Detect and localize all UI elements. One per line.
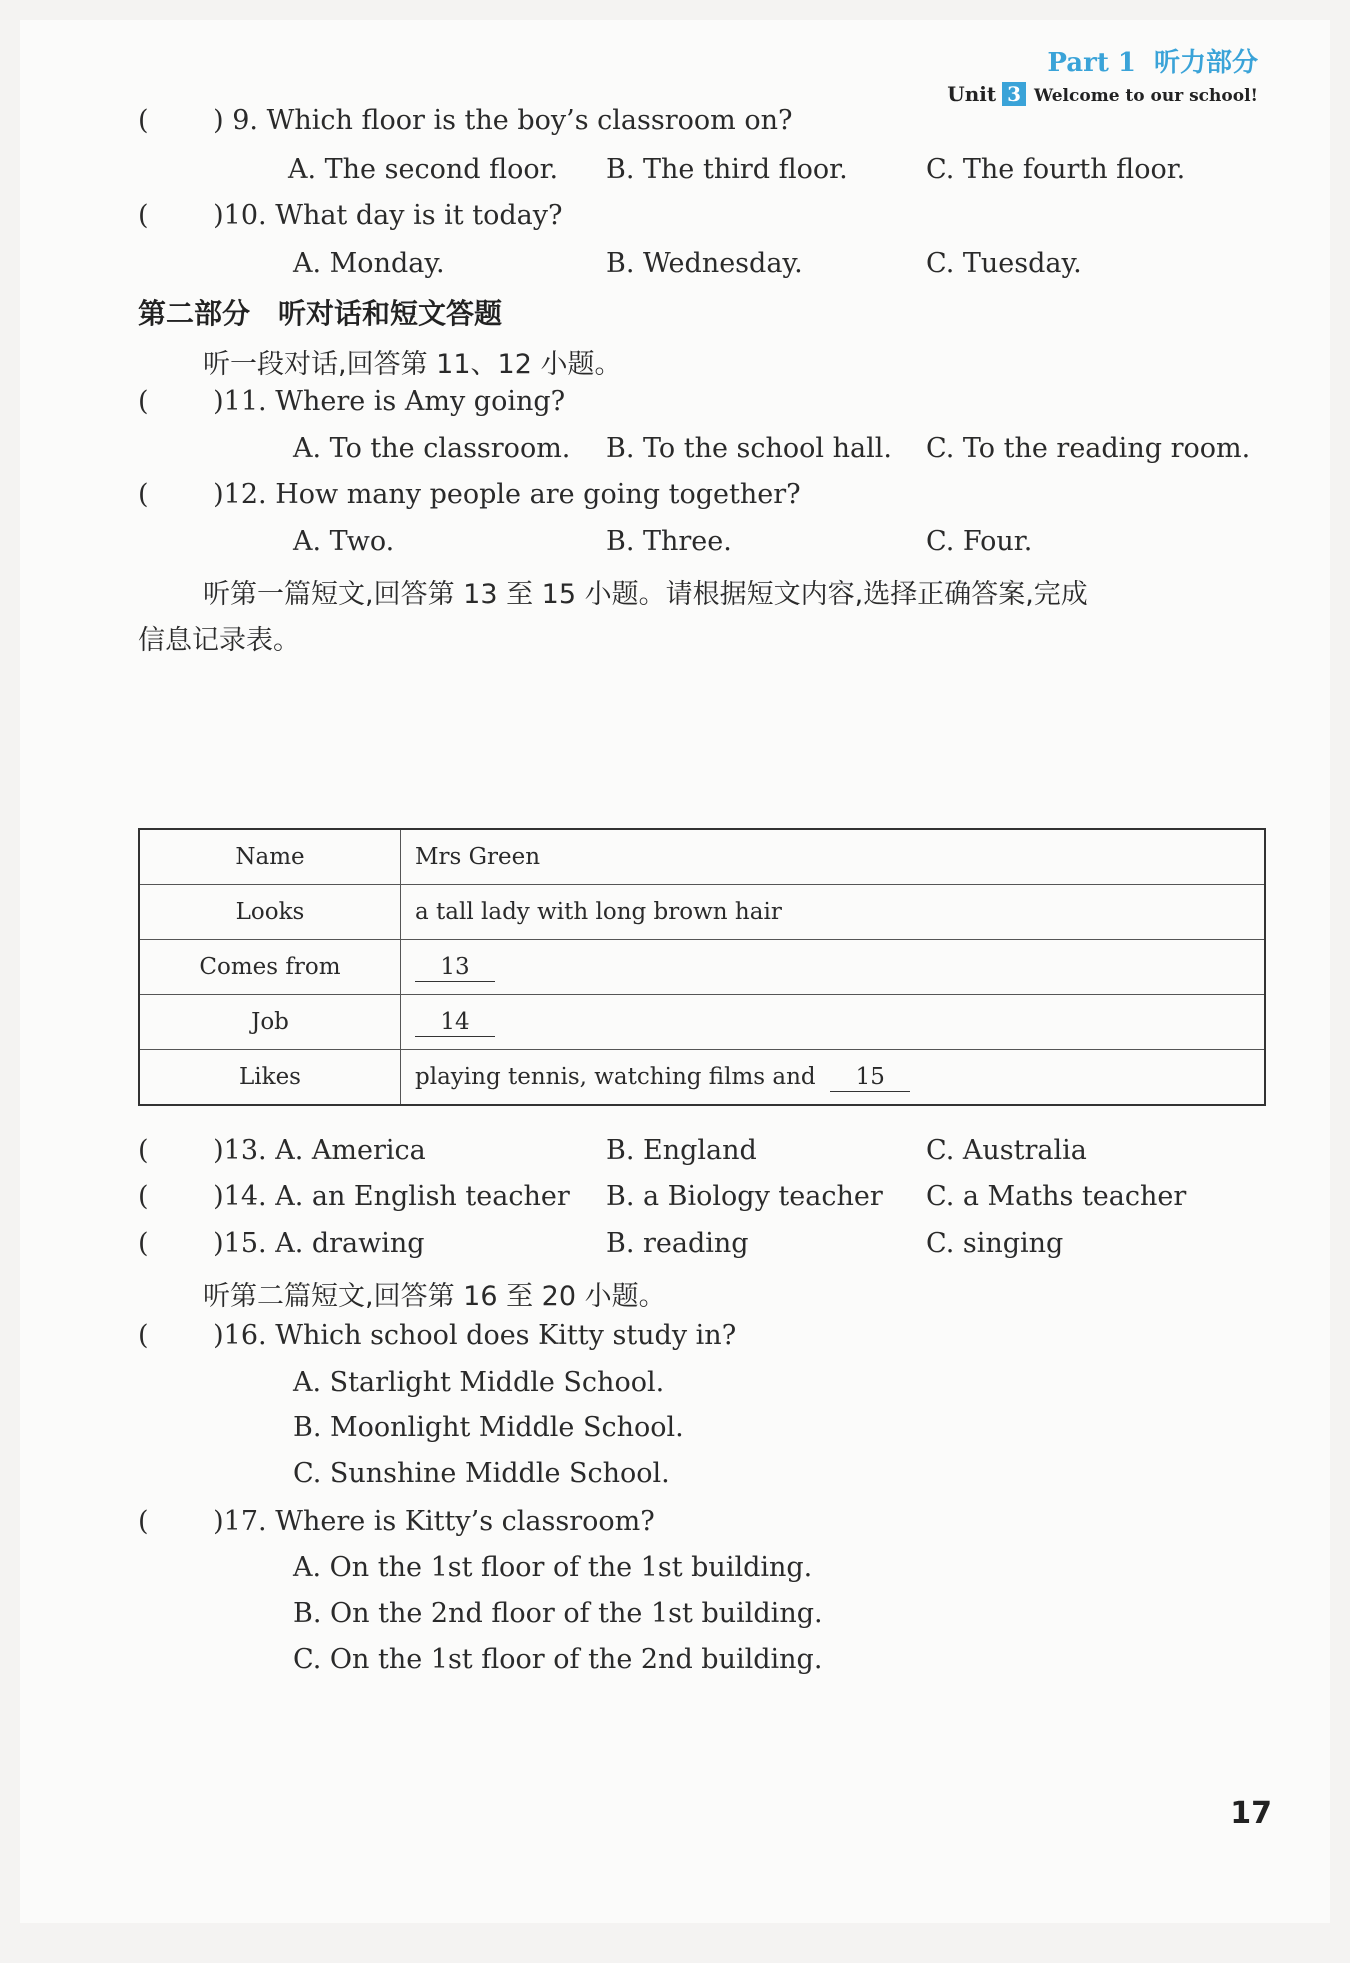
page-number: 17 (1230, 1796, 1272, 1831)
table-key: Comes from (139, 940, 401, 995)
part-label: Part 1 (1047, 48, 1136, 78)
table-row (139, 940, 1265, 995)
answer-paren[interactable]: ( (138, 1181, 149, 1212)
table-row (139, 995, 1265, 1050)
answer-paren[interactable]: ( (138, 105, 149, 136)
option-b: B. reading (606, 1228, 749, 1259)
option-b: B. On the 2nd floor of the 1st building. (293, 1598, 823, 1629)
option-b: B. a Biology teacher (606, 1181, 883, 1212)
option-c: C. The fourth floor. (926, 154, 1186, 185)
answer-paren[interactable]: ( (138, 1320, 149, 1351)
option-c: C. To the reading room. (926, 433, 1251, 464)
unit-number-badge: 3 (1002, 82, 1026, 106)
question-16 (138, 1320, 736, 1351)
question-10 (138, 200, 562, 231)
table-value (401, 940, 1266, 995)
answer-paren[interactable]: ( (138, 1228, 149, 1259)
question-text: )12. How many people are going together? (213, 479, 801, 510)
header-part (1047, 42, 1258, 79)
question-17 (138, 1506, 655, 1537)
answer-paren[interactable]: ( (138, 479, 149, 510)
option-a: A. On the 1st floor of the 1st building. (293, 1552, 813, 1583)
option-a: A. Monday. (293, 248, 445, 279)
option-c: C. singing (926, 1228, 1064, 1259)
table-value: a tall lady with long brown hair (401, 885, 1266, 940)
table-row (139, 829, 1265, 885)
answer-paren[interactable]: ( (138, 1135, 149, 1166)
blank-13[interactable]: 13 (415, 953, 495, 982)
question-option-a: )13. A. America (213, 1135, 426, 1166)
answer-paren[interactable]: ( (138, 386, 149, 417)
question-15 (138, 1228, 425, 1259)
table-value: Mrs Green (401, 829, 1266, 885)
option-b: B. The third floor. (606, 154, 848, 185)
question-text: )16. Which school does Kitty study in? (213, 1320, 737, 1351)
question-text: )10. What day is it today? (213, 200, 563, 231)
blank-14[interactable]: 14 (415, 1008, 495, 1037)
table-key: Looks (139, 885, 401, 940)
option-c: C. Australia (926, 1135, 1087, 1166)
blank-15[interactable]: 15 (830, 1063, 910, 1092)
section-title: 第二部分 听对话和短文答题 (138, 297, 503, 330)
unit-title: Welcome to our school! (1034, 86, 1258, 106)
section-intro-2: 听第一篇短文,回答第 13 至 15 小题。请根据短文内容,选择正确答案,完成 (203, 579, 1088, 610)
unit-label: Unit (947, 82, 997, 106)
header-unit (947, 82, 1258, 106)
option-c: C. Sunshine Middle School. (293, 1458, 670, 1489)
info-record-table (138, 828, 1266, 1106)
option-a: A. The second floor. (288, 154, 559, 185)
question-text: ) 9. Which floor is the boy’s classroom on? (213, 105, 793, 136)
option-c: C. On the 1st floor of the 2nd building. (293, 1644, 823, 1675)
table-key: Name (139, 829, 401, 885)
question-12 (138, 479, 801, 510)
table-key: Job (139, 995, 401, 1050)
option-b: B. Moonlight Middle School. (293, 1412, 684, 1443)
question-option-a: )14. A. an English teacher (213, 1181, 570, 1212)
question-text: )11. Where is Amy going? (213, 386, 566, 417)
answer-paren[interactable]: ( (138, 1506, 149, 1537)
question-text: )17. Where is Kitty’s classroom? (213, 1506, 655, 1537)
workbook-page (20, 20, 1330, 1923)
likes-text: playing tennis, watching films and (415, 1063, 816, 1090)
table-row (139, 1050, 1265, 1106)
question-9 (138, 105, 792, 136)
part-title-zh: 听力部分 (1153, 48, 1258, 78)
question-option-a: )15. A. drawing (213, 1228, 425, 1259)
option-a: A. To the classroom. (293, 433, 571, 464)
option-c: C. a Maths teacher (926, 1181, 1187, 1212)
section-intro-1: 听一段对话,回答第 11、12 小题。 (203, 349, 622, 380)
question-11 (138, 386, 565, 417)
section-intro-3: 听第二篇短文,回答第 16 至 20 小题。 (203, 1281, 666, 1312)
question-14 (138, 1181, 570, 1212)
answer-paren[interactable]: ( (138, 200, 149, 231)
option-b: B. England (606, 1135, 757, 1166)
table-value (401, 995, 1266, 1050)
option-b: B. To the school hall. (606, 433, 892, 464)
question-13 (138, 1135, 426, 1166)
option-a: A. Two. (293, 526, 395, 557)
option-b: B. Three. (606, 526, 732, 557)
option-c: C. Tuesday. (926, 248, 1082, 279)
table-value (401, 1050, 1266, 1106)
table-row (139, 885, 1265, 940)
option-b: B. Wednesday. (606, 248, 803, 279)
option-a: A. Starlight Middle School. (293, 1367, 665, 1398)
section-intro-2-cont: 信息记录表。 (138, 625, 300, 656)
table-key: Likes (139, 1050, 401, 1106)
option-c: C. Four. (926, 526, 1033, 557)
